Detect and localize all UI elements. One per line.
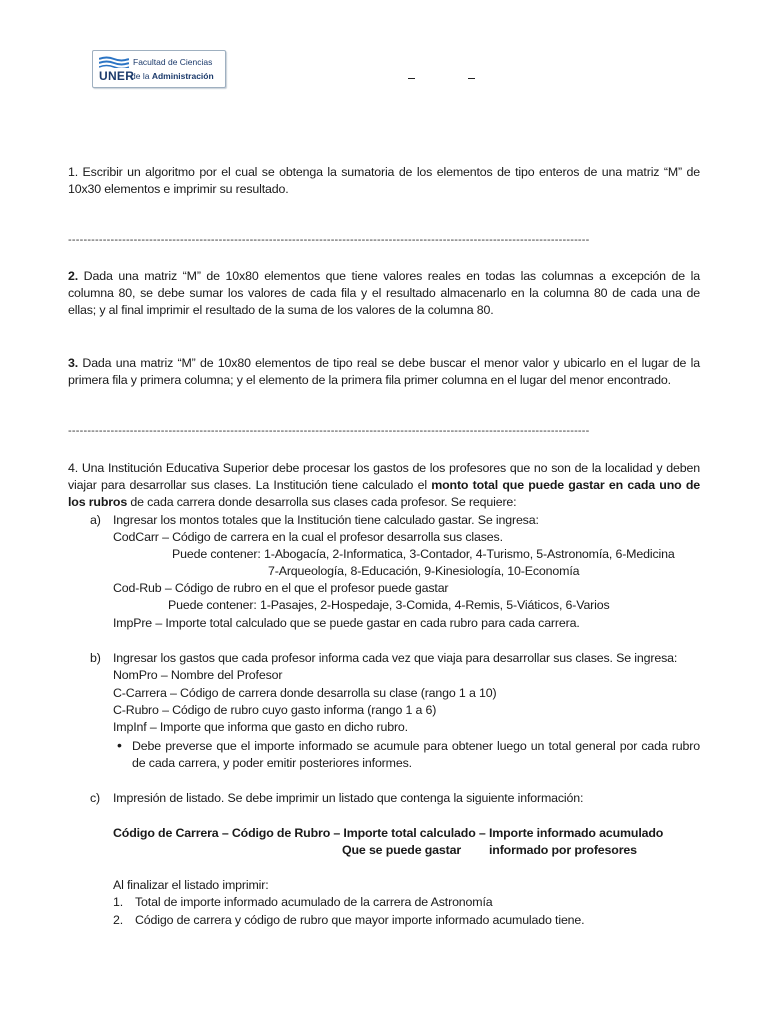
separator-line: --------------------------------------------------------------------------------------------------------------------------------------- [68, 234, 590, 246]
logo-line1: Facultad de Ciencias [133, 57, 213, 67]
item-a-carreras-1: Puede contener: 1-Abogacía, 2-Informatica, 3-Contador, 4-Turismo, 5-Astronomía, 6-Medicina [172, 547, 675, 561]
exercise-2-text: Dada una matriz “M” de 10x80 elementos que tiene valores reales en todas las columnas a excepción de la columna 80, se debe sumar los valores de cada fila y el resultado almacenarlo en la columna 80 de cada una de ellas; y al final imprimir el resultado de la suma de los valores de la columna 80. [68, 269, 700, 317]
exercise-4-intro-b: de cada carrera donde desarrolla sus clases cada profesor. Se requiere: [127, 495, 517, 509]
item-a-carreras-2: 7-Arqueología, 8-Educación, 9-Kinesiología, 10-Economía [268, 564, 580, 578]
exercise-1 [68, 164, 700, 198]
exercise-2-number: 2. [68, 269, 79, 283]
logo-line2: de la Administración [131, 71, 214, 81]
item-c-text: Impresión de listado. Se debe imprimir un listado que contenga la siguiente información: [113, 791, 584, 805]
item-b-ccarrera: C-Carrera – Código de carrera donde desarrolla su clase (rango 1 a 10) [113, 686, 497, 700]
exercise-4-intro-bold: monto total que puede gastar en cada uno de los rubros [68, 478, 700, 509]
exercise-3-text: Dada una matriz “M” de 10x80 elementos de tipo real se debe buscar el menor valor y ubicarlo en el lugar de la primera fila y primera columna; y el elemento de la primera fila primer columna en el lugar del menor encontrado. [68, 356, 700, 387]
listing-header-2a: Que se puede gastar [342, 843, 462, 857]
item-b-label: b) [90, 651, 101, 665]
exercise-4-intro-a: 4. Una Institución Educativa Superior debe procesar los gastos de los profesores que no son de la localidad y deben viajar para desarrollar sus clases. La Institución tiene calculado el [68, 461, 700, 492]
header-dash [468, 78, 475, 79]
item-b-bullet-text: Debe preverse que el importe informado se acumule para obtener luego un total general por cada rubro de cada carrera, y poder emitir posteriores informes. [132, 739, 700, 770]
item-a-codrub: Cod-Rub – Código de rubro en el que el profesor puede gastar [113, 581, 449, 595]
exercise-4-intro [68, 460, 700, 511]
logo-abbr: UNER [99, 69, 135, 83]
separator-line: --------------------------------------------------------------------------------------------------------------------------------------- [68, 425, 590, 437]
item-a-text: Ingresar los montos totales que la Institución tiene calculado gastar. Se ingresa: [113, 513, 539, 527]
final-instructions: Al finalizar el listado imprimir: [113, 878, 269, 892]
final-item-1-number: 1. [113, 895, 124, 909]
item-b-impinf: ImpInf – Importe que informa que gasto en dicho rubro. [113, 720, 408, 734]
item-a-codcarr: CodCarr – Código de carrera en la cual el profesor desarrolla sus clases. [113, 530, 503, 544]
item-b-text: Ingresar los gastos que cada profesor informa cada vez que viaja para desarrollar sus clases. Se ingresa: [113, 651, 678, 665]
item-a-imppre: ImpPre – Importe total calculado que se puede gastar en cada rubro para cada carrera. [113, 616, 580, 630]
exercise-2 [68, 268, 700, 319]
exercise-3 [68, 355, 700, 389]
final-item-2: Código de carrera y código de rubro que mayor importe informado acumulado tiene. [135, 913, 585, 927]
listing-header-2b: informado por profesores [489, 843, 637, 857]
item-a-label: a) [90, 513, 101, 527]
item-c-label: c) [90, 791, 101, 805]
item-b-crubro: C-Rubro – Código de rubro cuyo gasto informa (rango 1 a 6) [113, 703, 437, 717]
item-b-nompro: NomPro – Nombre del Profesor [113, 668, 283, 682]
listing-header-1: Código de Carrera – Código de Rubro – Importe total calculado – Importe informado acumulado [113, 826, 664, 840]
bullet-icon: • [117, 737, 122, 753]
final-item-2-number: 2. [113, 913, 124, 927]
item-a-rubros: Puede contener: 1-Pasajes, 2-Hospedaje, 3-Comida, 4-Remis, 5-Viáticos, 6-Varios [168, 598, 610, 612]
waves-icon [99, 56, 129, 68]
header-dash [408, 78, 415, 79]
faculty-logo [92, 50, 226, 88]
exercise-3-number: 3. [68, 356, 79, 370]
final-item-1: Total de importe informado acumulado de la carrera de Astronomía [135, 895, 493, 909]
exercise-1-text: 1. Escribir un algoritmo por el cual se obtenga la sumatoria de los elementos de tipo enteros de una matriz “M” de 10x30 elementos e imprimir su resultado. [68, 165, 700, 196]
